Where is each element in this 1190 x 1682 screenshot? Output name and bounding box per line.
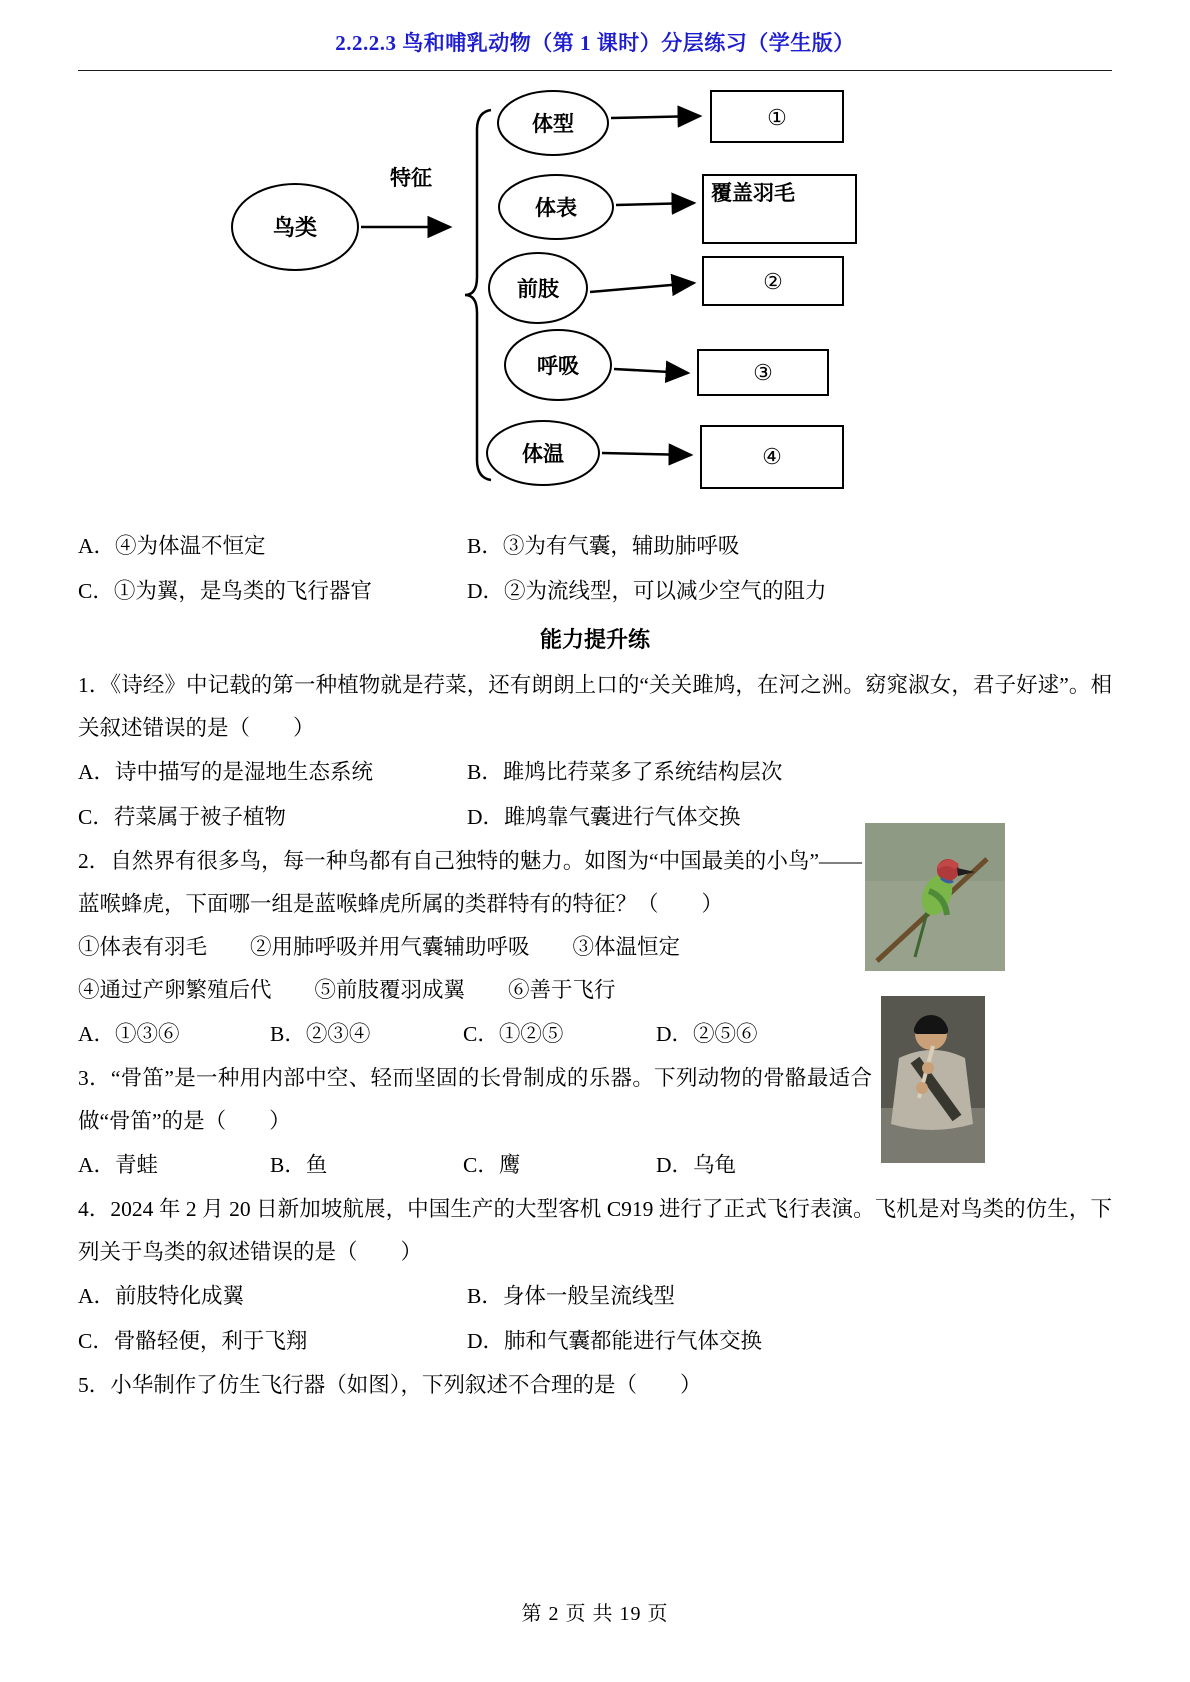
option: B．鱼 xyxy=(270,1153,328,1177)
option: A．①③⑥ xyxy=(78,1022,180,1046)
diagram-root-label: 鸟类 xyxy=(272,215,318,240)
diagram-node-body-temperature xyxy=(487,421,843,488)
option: A．前肢特化成翼 xyxy=(78,1284,245,1308)
oval-label: 呼吸 xyxy=(537,354,579,378)
option: B．③为有气囊，辅助肺呼吸 xyxy=(467,534,740,558)
oval-label: 体温 xyxy=(522,442,564,466)
option: B．雎鸠比荇菜多了系统结构层次 xyxy=(467,760,783,784)
question-1-text: 1．《诗经》中记载的第一种植物就是荇菜，还有朗朗上口的“关关雎鸠，在河之洲。窈窕淑女，君子好逑”。相关叙述错误的是（ ） xyxy=(78,673,1112,740)
question-2-text: 2．自然界有很多鸟，每一种鸟都有自己独特的魅力。如图为“中国最美的小鸟”——蓝喉蜂虎，下面哪一组是蓝喉蜂虎所属的类群特有的特征？（ ） xyxy=(78,849,862,916)
option: A．④为体温不恒定 xyxy=(78,534,266,558)
question-2-features-line2: ④通过产卵繁殖后代 ⑤前肢覆羽成翼 ⑥善于飞行 xyxy=(78,978,616,1002)
box-label: ① xyxy=(767,105,787,130)
brace-glyph xyxy=(465,110,491,480)
concept-map-diagram xyxy=(228,85,918,510)
diagram-node-body-surface xyxy=(499,175,856,243)
option: C．荇菜属于被子植物 xyxy=(78,805,286,829)
page-number: 第 2 页 共 19 页 xyxy=(521,1603,669,1625)
concept-map xyxy=(228,85,1112,510)
section-title: 能力提升练 xyxy=(539,627,650,652)
diagram-node-forelimb xyxy=(489,253,843,323)
oval-label: 体型 xyxy=(532,112,574,136)
page-title: 2.2.2.3 鸟和哺乳动物（第 1 课时）分层练习（学生版） xyxy=(335,31,855,55)
diagram-arrow-label: 特征 xyxy=(390,166,432,190)
bee-eater-bird-image xyxy=(865,823,1005,971)
question-5-text: 5．小华制作了仿生飞行器（如图），下列叙述不合理的是（ ） xyxy=(78,1373,702,1397)
option: D．肺和气囊都能进行气体交换 xyxy=(467,1329,763,1353)
option: A．青蛙 xyxy=(78,1153,159,1177)
bird-illustration xyxy=(865,823,1005,971)
option: A．诗中描写的是湿地生态系统 xyxy=(78,760,374,784)
option: C．骨骼轻便，利于飞翔 xyxy=(78,1329,308,1353)
question-2-features-line1: ①体表有羽毛 ②用肺呼吸并用气囊辅助呼吸 ③体温恒定 xyxy=(78,935,681,959)
option: D．乌龟 xyxy=(656,1153,737,1177)
question-3-text: 3．“骨笛”是一种用内部中空、轻而坚固的长骨制成的乐器。下列动物的骨骼最适合做“骨笛”的是（ ） xyxy=(78,1066,872,1133)
option: D．雎鸠靠气囊进行气体交换 xyxy=(467,805,741,829)
question-4-options xyxy=(78,1274,1112,1364)
option: D．②为流线型，可以减少空气的阻力 xyxy=(467,579,827,603)
question-4-text: 4．2024 年 2 月 20 日新加坡航展，中国生产的大型客机 C919 进行了正式飞行表演。飞机是对鸟类的仿生，下列关于鸟类的叙述错误的是（ ） xyxy=(78,1197,1112,1264)
box-label: 覆盖羽毛 xyxy=(711,181,795,205)
option: C．①为翼，是鸟类的飞行器官 xyxy=(78,579,372,603)
option: C．鹰 xyxy=(463,1153,521,1177)
diagram-node-respiration xyxy=(505,330,828,400)
oval-label: 体表 xyxy=(535,196,577,220)
diagram-node-body-shape xyxy=(498,91,843,155)
option: D．②⑤⑥ xyxy=(656,1022,758,1046)
option: C．①②⑤ xyxy=(463,1022,564,1046)
box-label: ③ xyxy=(753,360,773,385)
option: B．②③④ xyxy=(270,1022,371,1046)
flute-player-image xyxy=(881,996,985,1163)
oval-label: 前肢 xyxy=(517,277,559,301)
title-divider xyxy=(78,70,1112,71)
flute-player-illustration xyxy=(881,996,985,1163)
box-label: ④ xyxy=(762,444,782,469)
box-label: ② xyxy=(763,269,783,294)
option: B．身体一般呈流线型 xyxy=(467,1284,675,1308)
question0-options xyxy=(78,524,1112,614)
diagram-root-node xyxy=(232,184,358,270)
